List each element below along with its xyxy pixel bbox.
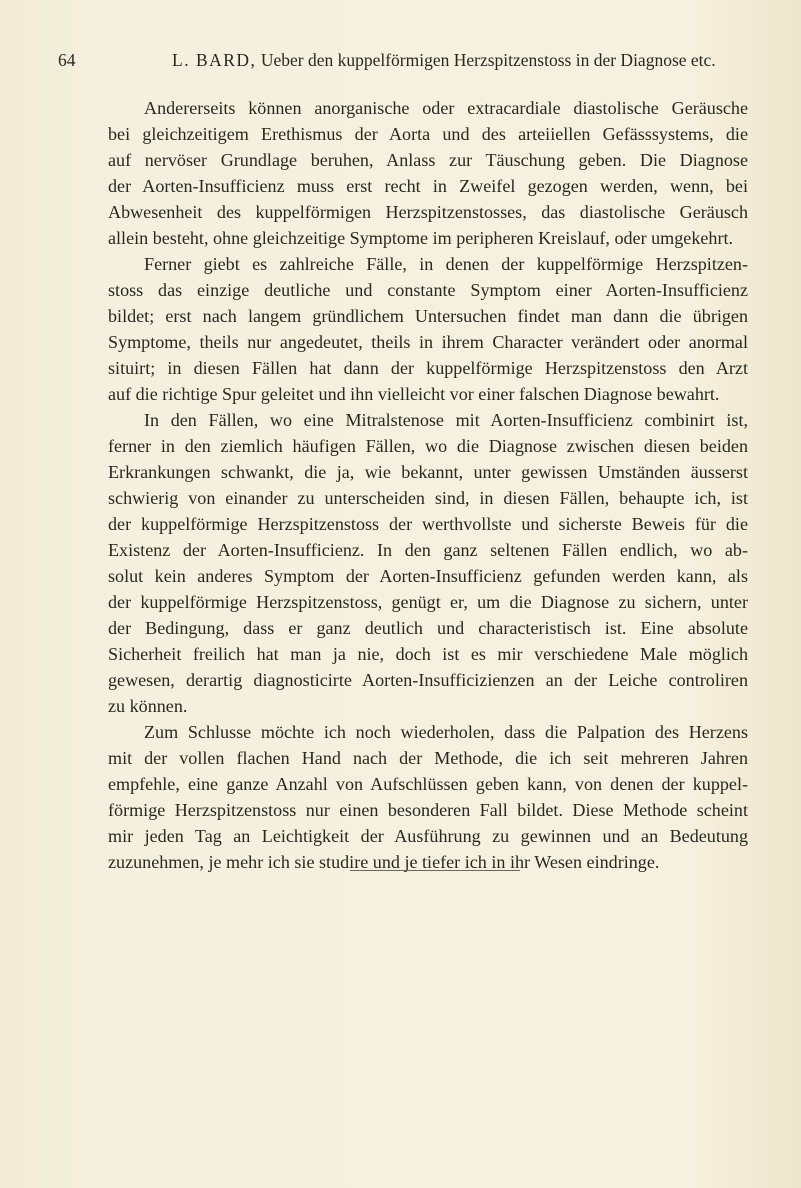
text-line: Erkrankungen schwankt, die ja, wie bekannt, unter gewissen Umständen äusserst	[108, 462, 748, 482]
author-name: L. BARD,	[172, 50, 257, 70]
text-line: bildet; erst nach langem gründlichem Untersuchen findet man dann die übrigen	[108, 306, 748, 326]
text-line: Existenz der Aorten-Insufficienz. In den ganz seltenen Fällen endlich, wo ab-	[108, 540, 748, 560]
text-line: auf die richtige Spur geleitet und ihn vielleicht vor einer falschen Diagnose bewahrt.	[108, 384, 720, 404]
text-line: Abwesenheit des kuppelförmigen Herzspitzenstosses, das diastolische Geräusch	[108, 202, 748, 222]
text-line: der Bedingung, dass er ganz deutlich und characteristisch ist. Eine absolute	[108, 618, 748, 638]
text-line: zuzunehmen, je mehr ich sie studire und je tiefer ich in ihr Wesen eindringe.	[108, 852, 660, 872]
text-line: situirt; in diesen Fällen hat dann der kuppelförmige Herzspitzenstoss den Arzt	[108, 358, 748, 378]
text-line: Ferner giebt es zahlreiche Fälle, in denen der kuppelförmige Herzspitzen-	[144, 254, 748, 274]
text-line: solut kein anderes Symptom der Aorten-Insufficienz gefunden werden kann, als	[108, 566, 748, 586]
text-line: In den Fällen, wo eine Mitralstenose mit Aorten-Insufficienz combinirt ist,	[144, 410, 748, 430]
text-line: stoss das einzige deutliche und constante Symptom einer Aorten-Insufficienz	[108, 280, 748, 300]
text-line: Sicherheit freilich hat man ja nie, doch ist es mir verschiedene Male möglich	[108, 644, 748, 664]
text-line: förmige Herzspitzenstoss nur einen besonderen Fall bildet. Diese Methode scheint	[108, 800, 748, 820]
text-line: der kuppelförmige Herzspitzenstoss, genügt er, um die Diagnose zu sichern, unter	[108, 592, 748, 612]
text-line: der kuppelförmige Herzspitzenstoss der werthvollste und sicherste Beweis für die	[108, 514, 748, 534]
running-head	[58, 48, 748, 72]
text-line: Andererseits können anorganische oder extracardiale diastolische Geräusche	[144, 98, 748, 118]
text-line: bei gleichzeitigem Erethismus der Aorta und des arteiiellen Gefässsystems, die	[108, 124, 748, 144]
page-number: 64	[58, 50, 76, 70]
text-line: auf nervöser Grundlage beruhen, Anlass zur Täuschung geben. Die Diagnose	[108, 150, 748, 170]
text-line: allein besteht, ohne gleichzeitige Symptome im peripheren Kreislauf, oder umgekehrt.	[108, 228, 734, 248]
text-line: gewesen, derartig diagnosticirte Aorten-Insufficizienzen an der Leiche controliren	[108, 670, 748, 690]
text-line: zu können.	[108, 696, 188, 716]
text-line: empfehle, eine ganze Anzahl von Aufschlüssen geben kann, von denen der kuppel-	[108, 774, 748, 794]
end-rule	[350, 870, 520, 871]
text-line: Symptome, theils nur angedeutet, theils in ihrem Character verändert oder anormal	[108, 332, 748, 352]
text-line: mir jeden Tag an Leichtigkeit der Ausführung zu gewinnen und an Bedeutung	[108, 826, 748, 846]
article-title: Ueber den kuppelförmigen Herzspitzenstoss in der Diagnose etc.	[260, 50, 716, 70]
text-line: mit der vollen flachen Hand nach der Methode, die ich seit mehreren Jahren	[108, 748, 748, 768]
text-line: Zum Schlusse möchte ich noch wiederholen, dass die Palpation des Herzens	[144, 722, 748, 742]
text-line: schwierig von einander zu unterscheiden sind, in diesen Fällen, behaupte ich, ist	[108, 488, 748, 508]
text-line: der Aorten-Insufficienz muss erst recht in Zweifel gezogen werden, wenn, bei	[108, 176, 748, 196]
running-title	[172, 48, 716, 72]
text-line: ferner in den ziemlich häufigen Fällen, wo die Diagnose zwischen diesen beiden	[108, 436, 748, 456]
